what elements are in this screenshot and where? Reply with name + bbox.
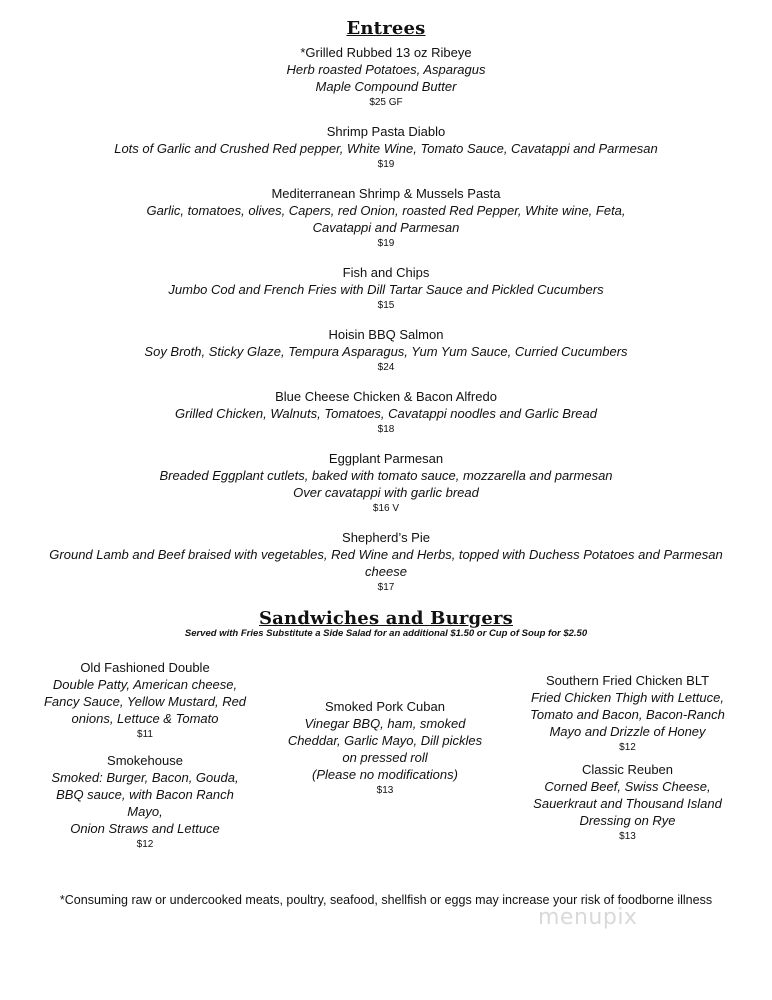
menu-item — [510, 672, 745, 755]
item-price: $18 — [377, 424, 395, 435]
item-name: Mediterranean Shrimp & Mussels Pasta — [271, 186, 501, 201]
menu-item — [20, 326, 752, 375]
item-desc: Mayo and Drizzle of Honey — [549, 724, 706, 739]
item-desc: Double Patty, American cheese, — [52, 677, 238, 692]
sandwich-column-right — [510, 672, 745, 844]
item-desc: Dressing on Rye — [579, 813, 676, 828]
item-desc: Fried Chicken Thigh with Lettuce, — [531, 690, 724, 705]
item-desc: Maple Compound Butter — [315, 79, 457, 94]
item-desc: Cheddar, Garlic Mayo, Dill pickles — [287, 733, 483, 748]
item-desc: Corned Beef, Swiss Cheese, — [544, 779, 711, 794]
item-desc: Vinegar BBQ, ham, smoked — [304, 716, 466, 731]
item-price: $17 — [377, 582, 395, 593]
item-price: $19 — [377, 238, 395, 249]
menu-item — [20, 264, 752, 313]
health-disclaimer: *Consuming raw or undercooked meats, poultry, seafood, shellfish or eggs may increase your risk of foodborne illness — [59, 893, 713, 907]
menu-item — [20, 388, 752, 437]
item-desc: Herb roasted Potatoes, Asparagus — [286, 62, 486, 77]
item-desc: Cavatappi and Parmesan — [312, 220, 460, 235]
menu-item — [20, 185, 752, 251]
item-price: $19 — [377, 159, 395, 170]
item-desc: Mayo, — [127, 804, 163, 819]
menu-item — [20, 450, 752, 516]
item-name: Southern Fried Chicken BLT — [545, 673, 710, 688]
entrees-title: Entrees — [346, 18, 426, 39]
item-name: Blue Cheese Chicken & Bacon Alfredo — [275, 389, 497, 404]
item-price: $13 — [619, 831, 636, 842]
item-name: Classic Reuben — [581, 762, 674, 777]
item-name: Hoisin BBQ Salmon — [328, 327, 444, 342]
item-price: $24 — [377, 362, 395, 373]
item-name: Shepherd’s Pie — [342, 530, 430, 545]
item-price: $12 — [136, 839, 154, 850]
item-desc: Onion Straws and Lettuce — [70, 821, 220, 836]
item-desc: on pressed roll — [342, 750, 428, 765]
item-price: $12 — [619, 742, 636, 753]
item-desc: Garlic, tomatoes, olives, Capers, red Onion, roasted Red Pepper, White wine, Feta, — [146, 203, 626, 218]
item-name: Eggplant Parmesan — [328, 451, 444, 466]
item-desc: Lots of Garlic and Crushed Red pepper, White Wine, Tomato Sauce, Cavatappi and Parmesan — [114, 141, 658, 156]
item-desc: (Please no modifications) — [312, 767, 458, 782]
sandwiches-title: Sandwiches and Burgers — [258, 608, 513, 629]
item-desc: Soy Broth, Sticky Glaze, Tempura Asparagus, Yum Yum Sauce, Curried Cucumbers — [144, 344, 628, 359]
item-price: $13 — [376, 785, 394, 796]
menu-item — [20, 44, 752, 110]
item-name: *Grilled Rubbed 13 oz Ribeye — [300, 45, 472, 60]
sandwich-column-left — [30, 659, 260, 852]
sandwiches-subtitle: Served with Fries Substitute a Side Salad for an additional $1.50 or Cup of Soup for $2.50 — [184, 628, 588, 639]
menu-item — [20, 529, 752, 595]
item-desc: Jumbo Cod and French Fries with Dill Tartar Sauce and Pickled Cucumbers — [168, 282, 604, 297]
item-price: $16 V — [372, 503, 400, 514]
item-desc: Fancy Sauce, Yellow Mustard, Red — [43, 694, 247, 709]
item-desc: cheese — [365, 564, 407, 579]
menu-item — [30, 752, 260, 852]
menu-item — [510, 761, 745, 844]
item-name: Old Fashioned Double — [80, 660, 210, 675]
item-desc: Breaded Eggplant cutlets, baked with tomato sauce, mozzarella and parmesan — [159, 468, 613, 483]
sandwich-column-middle — [270, 698, 500, 798]
item-price: $25 GF — [369, 97, 403, 108]
item-desc: Ground Lamb and Beef braised with vegetables, Red Wine and Herbs, topped with Duchess Potatoes and Parmesan — [49, 547, 723, 562]
watermark-logo: menupix — [538, 905, 638, 930]
entrees-list — [20, 44, 752, 595]
item-desc: Grilled Chicken, Walnuts, Tomatoes, Cavatappi noodles and Garlic Bread — [175, 406, 597, 421]
item-name: Fish and Chips — [342, 265, 430, 280]
item-name: Smokehouse — [107, 753, 183, 768]
item-desc: Smoked: Burger, Bacon, Gouda, — [51, 770, 239, 785]
item-desc: Sauerkraut and Thousand Island — [533, 796, 722, 811]
menu-item — [270, 698, 500, 798]
item-name: Shrimp Pasta Diablo — [326, 124, 446, 139]
item-price: $15 — [377, 300, 395, 311]
item-desc: Tomato and Bacon, Bacon-Ranch — [530, 707, 725, 722]
item-name: Smoked Pork Cuban — [325, 699, 445, 714]
item-desc: onions, Lettuce & Tomato — [71, 711, 219, 726]
item-desc: Over cavatappi with garlic bread — [293, 485, 479, 500]
menu-item — [20, 123, 752, 172]
item-desc: BBQ sauce, with Bacon Ranch — [56, 787, 234, 802]
item-price: $11 — [137, 729, 153, 740]
menu-item — [30, 659, 260, 742]
